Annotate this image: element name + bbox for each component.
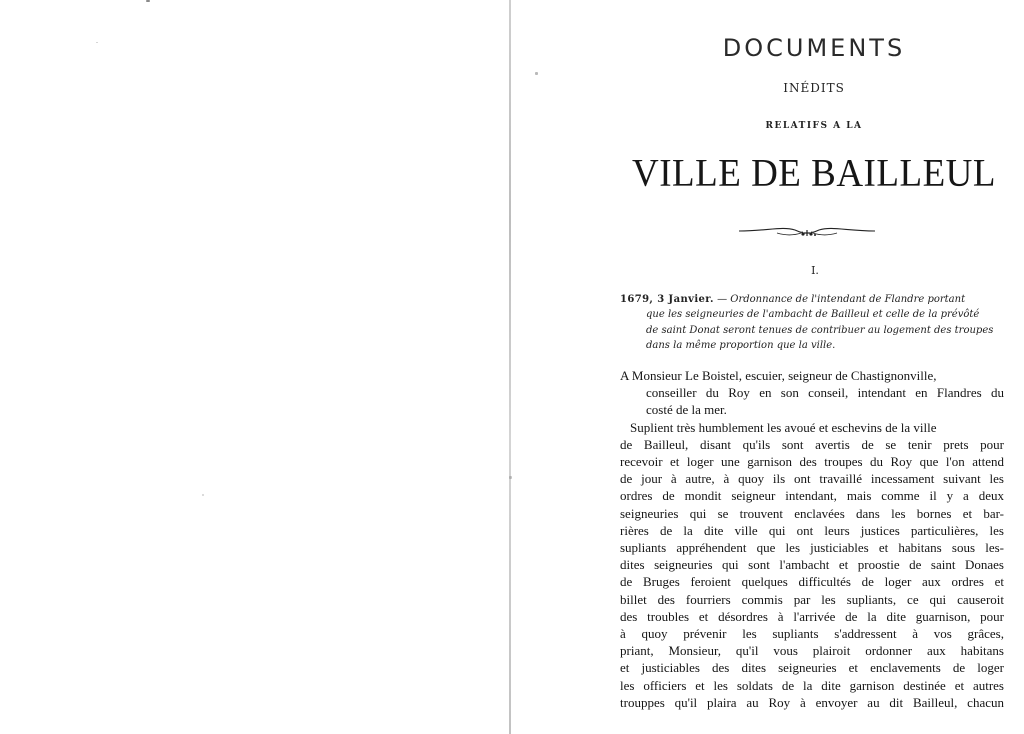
title-ville-de-bailleul: VILLE DE BAILLEUL bbox=[631, 151, 996, 196]
title-documents: DOCUMENTS bbox=[722, 34, 906, 62]
body-line: de Bailleul, disant qu'ils sont avertis de se tenir prets pour bbox=[620, 436, 1004, 452]
summary-date: 1679, 3 Janvier. bbox=[620, 294, 714, 305]
body-line: et justiciables des dites seigneuries et enclavements de loger bbox=[620, 660, 1004, 676]
summary-line: que les seigneuries de l'ambacht de Bailleul et celle de la prévôté bbox=[646, 309, 980, 321]
body-line: trouppes qu'il plaira au Roy à envoyer au dit Bailleul, chacun bbox=[620, 694, 1004, 710]
ink-speck bbox=[202, 494, 204, 496]
ink-speck bbox=[96, 42, 98, 43]
body-line: recevoir et loger une garnison des troupes du Roy que l'on attend bbox=[620, 454, 1004, 470]
body-line: costé de la mer. bbox=[646, 402, 727, 418]
body-line: des troubles et désordres à l'arrivée de la dite guarnison, pour bbox=[620, 608, 1004, 624]
body-line: à quoy prévenir les supliants s'addressent à vos grâces, bbox=[620, 626, 1004, 642]
body-line: billet des fourriers commis par les supliants, ce qui causeroit bbox=[620, 591, 1004, 607]
body-line: de jour à autre, à quoy ils ont travaillé incessament suivant les bbox=[620, 471, 1004, 487]
body-line: ordres de mondit seigneur intendant, mais comme il y a deux bbox=[620, 488, 1004, 504]
document-summary bbox=[620, 292, 1004, 353]
body-line: conseiller du Roy en son conseil, intendant en Flandres du bbox=[646, 385, 1004, 401]
document-body bbox=[620, 367, 1004, 711]
title-relatifs: RELATIFS A LA bbox=[765, 121, 863, 131]
body-line: les officiers et les soldats de la dite garnison destinée et autres bbox=[620, 677, 1004, 693]
left-page-blank bbox=[0, 0, 510, 734]
ink-speck bbox=[509, 476, 512, 479]
body-line: seigneuries qui se trouvent enclavées dans les bornes et bar- bbox=[620, 505, 1004, 521]
summary-dash: — bbox=[713, 294, 731, 305]
body-line: A Monsieur Le Boistel, escuier, seigneur de Chastignonville, bbox=[620, 368, 937, 383]
body-line: priant, Monsieur, qu'il vous plairoit ordonner aux habitans bbox=[620, 643, 1004, 659]
fleuron-ornament-icon bbox=[737, 222, 877, 240]
summary-line: Ordonnance de l'intendant de Flandre portant bbox=[730, 294, 966, 305]
ink-speck bbox=[146, 0, 150, 2]
summary-line: de saint Donat seront tenues de contribuer au logement des troupes bbox=[646, 324, 994, 336]
summary-first-line bbox=[620, 292, 1004, 307]
summary-line: dans la même proportion que la ville. bbox=[646, 339, 836, 351]
body-line: supliants appréhendent que les justiciables et habitans sous les- bbox=[620, 540, 1004, 556]
title-inedits: INÉDITS bbox=[783, 81, 845, 95]
body-line: Suplient très humblement les avoué et eschevins de la ville bbox=[630, 419, 937, 435]
ink-speck bbox=[535, 72, 538, 75]
body-line: rières de la dite ville qui ont leurs justices particulières, les bbox=[620, 522, 1004, 538]
body-line: dites seigneuries qui sont l'ambacht et proostie de saint Donaes bbox=[620, 557, 1004, 573]
body-line: de Bruges feroient quelques difficultés de loger aux ordres et bbox=[620, 574, 1004, 590]
section-number: I. bbox=[811, 264, 819, 277]
